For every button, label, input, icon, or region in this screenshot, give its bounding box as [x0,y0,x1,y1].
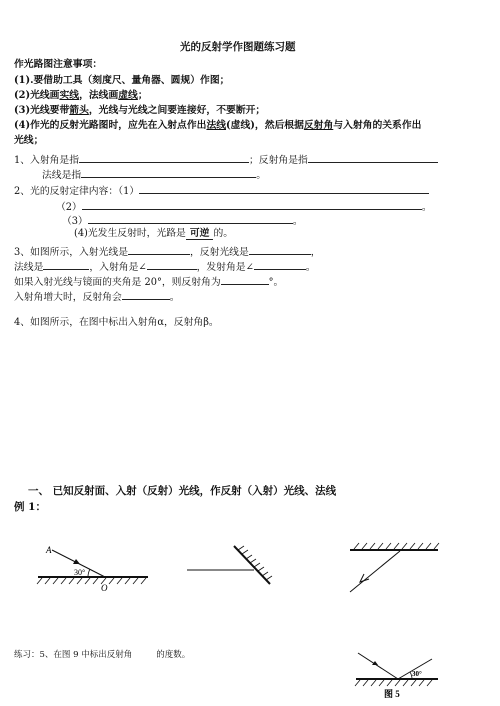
q2-answer-reversible: 可逆 [186,228,214,240]
page-title: 光的反射学作图题练习题 [180,41,296,53]
note-4-reflect-angle: 反射角 [303,120,334,131]
q3-blank-reflect[interactable] [249,245,311,255]
q2-end3: 。 [292,216,303,227]
q3-degree-end: °。 [268,277,284,288]
q3-sep: ， [310,247,321,258]
q3-blank-angle-r[interactable] [254,260,306,270]
q1-label2: ；反射角是指 [249,155,308,166]
note-3-text2: ，光线与光线之间要连接好，不要断开； [88,105,266,116]
q3-label3: 法线是 [14,262,44,273]
q3-label: 3、如图所示，入射光线是 [14,247,128,258]
question-1 [14,153,438,166]
q2-label3: （3） [62,216,88,227]
q3-label7: 入射角增大时，反射角会 [14,292,122,303]
angle-arc [88,569,90,577]
q2-end4: 的。 [213,228,234,239]
q3-label6: 如果入射光线与镜面的夹角是 20°，则反射角为 [14,277,221,288]
q2-label4: (4)光发生反射时，光路是 [74,228,186,239]
question-3-line2 [14,260,316,273]
mirror-surface [234,546,270,584]
note-2-solid: 实线 [59,90,80,101]
mirror-hatching [238,546,272,580]
q2-end2: 。 [421,202,432,213]
note-4 [14,121,421,131]
note-4-normal: 法线 [206,120,227,131]
q3-blank-normal[interactable] [43,260,89,270]
question-3-line3 [14,275,283,288]
note-2-text2: ，法线画 [79,90,119,101]
question-4: 4、如图所示，在图中标出入射角α，反射角β。 [14,317,219,328]
q2-label: 2、光的反射定律内容：（1） [14,186,140,197]
note-1: (1).要借助工具（刻度尺、量角器、圆规）作图； [14,75,230,86]
figure-example-2 [182,540,282,600]
figure-example-1 [30,540,160,600]
q2-label2: （2） [56,202,82,213]
label-o: O [101,583,108,593]
note-3 [14,106,265,116]
section-1-heading: 一、 已知反射面、入射（反射）光线，作反射（入射）光线、法线 [28,485,337,497]
question-2 [14,184,429,197]
exercise-5-end: 的度数。 [156,650,191,660]
q1-blank-normal[interactable] [81,168,256,178]
question-2-line2 [56,200,432,213]
reflected-ray [350,551,400,592]
q1-blank-reflect[interactable] [308,153,438,163]
q3-end2: 。 [169,292,180,303]
question-3-line4 [14,290,180,303]
q3-blank-change[interactable] [122,290,170,300]
question-2-line3 [62,214,303,227]
q2-blank-2[interactable] [82,200,422,210]
q3-label2: ，反射光线是 [190,247,249,258]
question-1-line2 [42,168,266,181]
q1-label3: 法线是指 [42,170,82,181]
angle-label: 30° [412,670,422,678]
q3-label4: ，入射角是∠ [89,262,147,273]
angle-label: 30° [74,568,86,577]
note-4-text3: 与入射角的关系作出 [333,120,422,131]
note-2-text: (2)光线画 [14,90,60,101]
notes-heading: 作光路图注意事项： [14,59,103,70]
incident-ray [358,653,398,679]
note-4-text2: (虚线)，然后根据 [226,120,304,131]
exercise-5-text: 练习：5、在图 9 中标出反射角 [14,650,133,660]
example-1-label: 例 1： [14,501,46,513]
q2-blank-3[interactable] [88,214,293,224]
q1-label: 1、入射角是指 [14,155,80,166]
note-4-text: (4)作光的反射光路图时，应先在入射点作出 [14,120,207,131]
mirror-surface [37,577,148,584]
question-3 [14,245,321,258]
note-4-cont: 光线； [14,135,44,146]
note-2-dashed: 虚线 [118,90,138,101]
note-2-end: ； [137,90,148,101]
q3-label5: ，发射角是∠ [196,262,254,273]
q2-blank-1[interactable] [139,184,429,194]
figure-5-caption: 图 5 [384,689,400,699]
q3-blank-angle-i[interactable] [147,260,197,270]
figure-example-3 [338,540,448,600]
question-2-line4 [74,229,233,239]
q3-end: 。 [305,262,316,273]
mirror-hatching [355,680,432,686]
note-3-arrow: 箭头 [69,105,89,116]
mirror-hatching [354,543,439,549]
label-a: A [46,545,52,555]
note-2 [14,91,148,101]
note-3-text: (3)光线要带 [14,105,70,116]
exercise-5 [14,651,190,660]
figure-5 [350,645,445,705]
q3-blank-degree[interactable] [221,275,269,285]
q3-blank-incident[interactable] [128,245,190,255]
q1-blank-incident[interactable] [79,153,249,163]
q1-end: 。 [256,170,266,181]
